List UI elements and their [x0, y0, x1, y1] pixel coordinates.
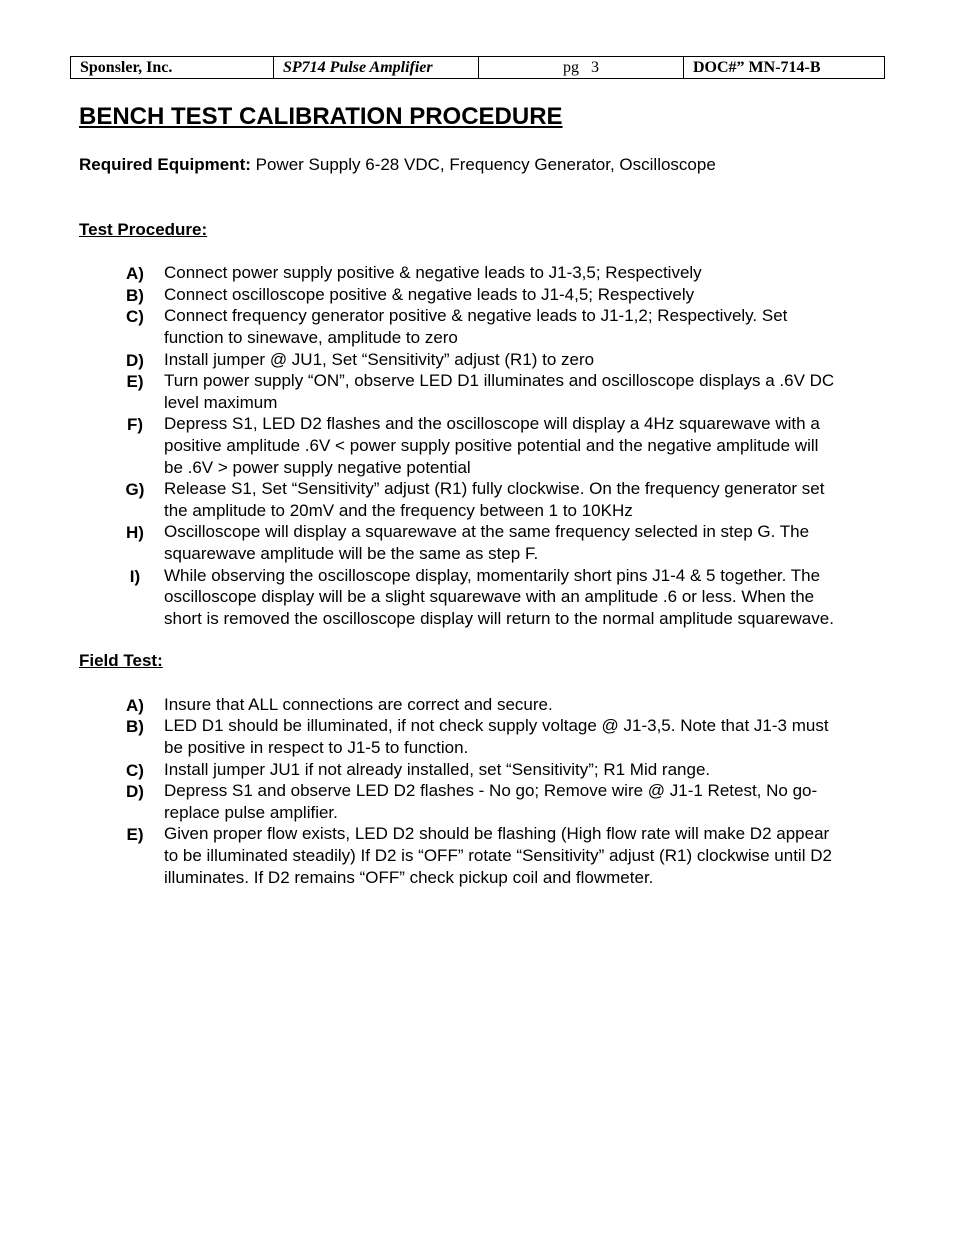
doc-number: DOC#” MN-714-B: [684, 57, 885, 79]
step-letter: E): [126, 372, 144, 392]
step-letter: B): [126, 717, 144, 737]
step-letter: G): [125, 480, 145, 500]
list-item: [79, 262, 839, 284]
required-equipment-text: Power Supply 6-28 VDC, Frequency Generator, Oscilloscope: [250, 155, 716, 174]
step-text: Turn power supply “ON”, observe LED D1 illuminates and oscilloscope displays a .6V DC level maximum: [164, 371, 835, 412]
list-item: [79, 349, 839, 371]
list-item: [79, 823, 839, 888]
step-text: Depress S1 and observe LED D2 flashes - No go; Remove wire @ J1-1 Retest, No go- replace pulse amplifier.: [164, 781, 818, 822]
step-text: Connect oscilloscope positive & negative leads to J1-4,5; Respectively: [164, 284, 695, 304]
step-text: LED D1 should be illuminated, if not check supply voltage @ J1-3,5. Note that J1-3 must be positive in respect to J1-5 to function.: [164, 716, 829, 758]
list-item: [79, 413, 839, 478]
list-item: [79, 780, 839, 823]
step-letter: H): [126, 523, 144, 543]
field-test-list: [79, 694, 839, 888]
document-body: [79, 102, 839, 888]
company-name: Sponsler, Inc.: [71, 57, 274, 79]
list-item: [79, 565, 839, 630]
document-header: [70, 56, 885, 79]
step-text: Install jumper @ JU1, Set “Sensitivity” adjust (R1) to zero: [164, 349, 595, 369]
step-letter: E): [126, 825, 144, 845]
step-text: Release S1, Set “Sensitivity” adjust (R1) fully clockwise. On the frequency generator set the amplitude to 20mV and the frequency between 1 to 10KHz: [164, 479, 825, 520]
step-text: Install jumper JU1 if not already installed, set “Sensitivity”; R1 Mid range.: [164, 759, 711, 779]
step-text: Oscilloscope will display a squarewave at the same frequency selected in step G. The squarewave amplitude will be the same as step F.: [164, 522, 810, 563]
list-item: [79, 370, 839, 413]
list-item: [79, 759, 839, 781]
list-item: [79, 478, 839, 521]
step-letter: F): [126, 415, 144, 435]
list-item: [79, 694, 839, 716]
step-letter: A): [126, 264, 144, 284]
step-text: Given proper flow exists, LED D2 should be flashing (High flow rate will make D2 appear to be illuminated steadily) If D2 is “OFF” rotate “Sensitivity” adjust (R1) clockwise until D2 illuminates. If D2 remains “OFF” check pickup coil and flowmeter.: [164, 824, 832, 887]
step-letter: A): [126, 695, 144, 715]
test-procedure-heading: Test Procedure:: [79, 219, 208, 239]
step-letter: I): [129, 566, 141, 586]
step-text: Connect frequency generator positive & negative leads to J1-1,2; Respectively. Set function to sinewave, amplitude to zero: [164, 306, 788, 347]
required-equipment: [79, 154, 839, 176]
list-item: [79, 305, 839, 348]
page-title: BENCH TEST CALIBRATION PROCEDURE: [79, 103, 563, 130]
page-number: pg 3: [479, 57, 684, 79]
step-text: While observing the oscilloscope display, momentarily short pins J1-4 & 5 together. The oscilloscope display will be a slight squarewave with an amplitude .6 or less. When the short is removed the oscilloscope display will return to the normal amplitude squarewave.: [164, 565, 834, 628]
list-item: [79, 715, 839, 758]
step-letter: D): [126, 782, 144, 802]
step-text: Depress S1, LED D2 flashes and the oscilloscope will display a 4Hz squarewave with a positive amplitude .6V < power supply positive potential and the negative amplitude will be .6V > power supply negative potential: [164, 414, 820, 477]
step-letter: C): [126, 760, 144, 780]
product-name: SP714 Pulse Amplifier: [274, 57, 479, 79]
step-text: Insure that ALL connections are correct and secure.: [164, 694, 553, 714]
required-equipment-label: Required Equipment:: [79, 155, 251, 174]
step-letter: C): [126, 307, 144, 327]
step-letter: D): [126, 350, 144, 370]
step-letter: B): [126, 285, 144, 305]
list-item: [79, 521, 839, 564]
list-item: [79, 284, 839, 306]
step-text: Connect power supply positive & negative leads to J1-3,5; Respectively: [164, 263, 702, 283]
test-procedure-list: [79, 262, 839, 629]
field-test-heading: Field Test:: [79, 651, 163, 671]
